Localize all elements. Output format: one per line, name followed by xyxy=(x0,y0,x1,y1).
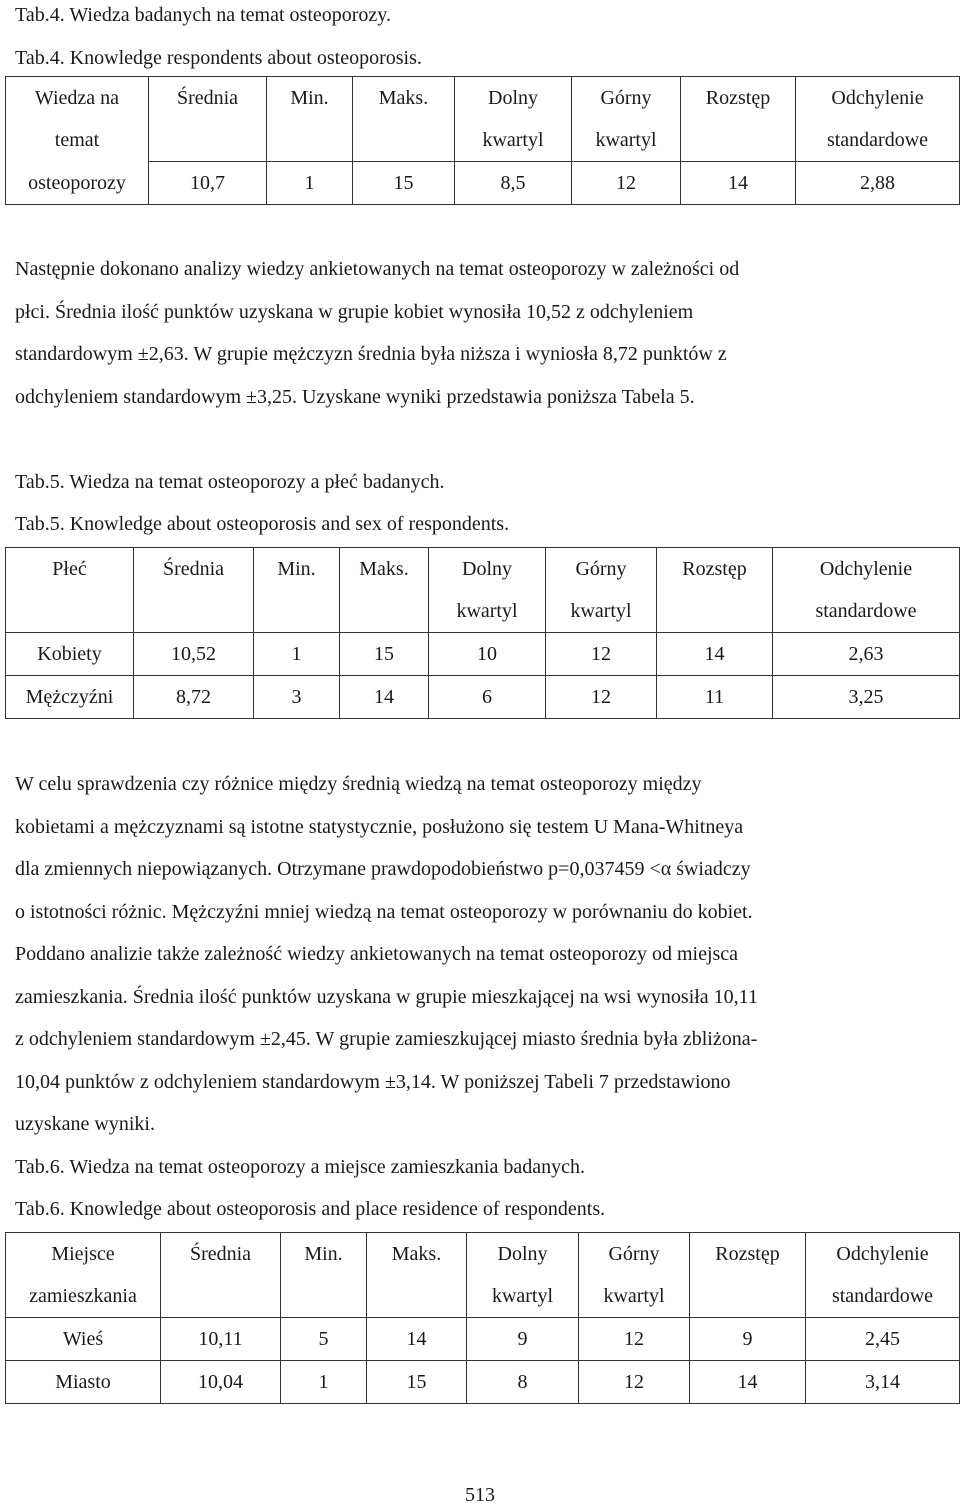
paragraph-line: uzyskane wyniki. xyxy=(15,1113,155,1135)
tab5-header-line: kwartyl xyxy=(570,600,632,622)
tab4-table xyxy=(5,76,960,205)
tab4-header-cell xyxy=(267,77,353,162)
tab5-header-line: Górny xyxy=(575,558,627,580)
tab6-header-cell xyxy=(690,1233,806,1318)
tab6-cell: 15 xyxy=(367,1361,467,1404)
tab6-header-cell xyxy=(467,1233,579,1318)
tab4-header-cell xyxy=(572,77,681,162)
paragraph-line: dla zmiennych niepowiązanych. Otrzymane prawdopodobieństwo p=0,037459 <α świadczy xyxy=(15,858,751,880)
tab5-row-kobiety xyxy=(6,633,960,676)
paragraph-2 xyxy=(15,763,947,1146)
paragraph-line: standardowym ±2,63. W grupie mężczyzn średnia była niższa i wyniosła 8,72 punktów z xyxy=(15,343,727,365)
tab4-cell: 2,88 xyxy=(796,162,960,205)
tab4-header-line: standardowe xyxy=(826,129,929,151)
paragraph-line: W celu sprawdzenia czy różnice między średnią wiedzą na temat osteoporozy między xyxy=(15,773,702,795)
tab6-header-line: Średnia xyxy=(189,1243,252,1265)
tab5-header-cell xyxy=(340,548,429,633)
tab6-cell: 1 xyxy=(281,1361,367,1404)
tab6-header-cell xyxy=(161,1233,281,1318)
tab6-header-line: kwartyl xyxy=(491,1285,554,1307)
tab4-caption-en: Tab.4. Knowledge respondents about osteoporosis. xyxy=(15,47,422,69)
tab4-cell: 1 xyxy=(267,162,353,205)
tab4-header-line: Wiedza na xyxy=(34,87,120,109)
tab4-header-line: Dolny xyxy=(488,87,538,109)
tab6-cell-label: Miasto xyxy=(6,1361,161,1404)
tab4-cell: 15 xyxy=(353,162,455,205)
tab4-header-cell xyxy=(796,77,960,162)
tab6-header-line: Odchylenie xyxy=(836,1243,929,1265)
tab5-header-cell xyxy=(546,548,657,633)
tab4-header-cell xyxy=(149,77,267,162)
tab4-header-line: Średnia xyxy=(176,87,239,109)
tab5-header-cell xyxy=(6,548,134,633)
paragraph-line: 10,04 punktów z odchyleniem standardowym ±3,14. W poniższej Tabeli 7 przedstawiono xyxy=(15,1070,731,1093)
tab4-header-line: Rozstęp xyxy=(705,87,771,109)
tab4-header-line: temat xyxy=(54,129,100,151)
tab4-cell: 10,7 xyxy=(149,162,267,205)
paragraph-line: płci. Średnia ilość punktów uzyskana w grupie kobiet wynosiła 10,52 z odchyleniem xyxy=(15,300,694,323)
tab5-header-line: Min. xyxy=(277,558,316,580)
tab6-cell: 8 xyxy=(467,1361,579,1404)
tab6-cell: 2,45 xyxy=(806,1318,960,1361)
tab4-header-line: kwartyl xyxy=(595,129,657,151)
tab5-header-line: standardowe xyxy=(815,600,917,622)
tab5-cell-label: Mężczyźni xyxy=(6,676,134,719)
tab6-caption-en: Tab.6. Knowledge about osteoporosis and place residence of respondents. xyxy=(15,1198,606,1220)
tab4-header-line: Górny xyxy=(600,87,652,109)
tab6-cell: 10,04 xyxy=(161,1361,281,1404)
tab4-cell: 8,5 xyxy=(455,162,572,205)
tab4-cell: 14 xyxy=(681,162,796,205)
tab6-cell: 12 xyxy=(579,1318,690,1361)
tab4-cell-label: osteoporozy xyxy=(6,162,149,205)
tab5-header-line: Odchylenie xyxy=(819,558,913,580)
tab6-header-line: Dolny xyxy=(497,1243,548,1265)
tab6-header-row xyxy=(6,1233,960,1318)
paragraph-line: odchyleniem standardowym ±3,25. Uzyskane wyniki przedstawia poniższa Tabela 5. xyxy=(15,385,695,408)
tab4-header-row xyxy=(6,77,960,162)
tab6-cell: 3,14 xyxy=(806,1361,960,1404)
tab6-header-cell xyxy=(579,1233,690,1318)
tab5-cell: 3 xyxy=(254,676,340,719)
tab6-cell-label: Wieś xyxy=(6,1318,161,1361)
tab5-header-cell xyxy=(254,548,340,633)
paragraph-line: o istotności różnic. Mężczyźni mniej wiedzą na temat osteoporozy w porównaniu do kobiet. xyxy=(15,900,753,923)
tab6-row-miasto xyxy=(6,1361,960,1404)
tab5-header-cell xyxy=(429,548,546,633)
paragraph-line: Poddano analizie także zależność wiedzy ankietowanych na temat osteoporozy od miejsca xyxy=(15,943,739,965)
tab5-cell: 14 xyxy=(340,676,429,719)
tab6-header-line: Maks. xyxy=(391,1243,442,1265)
tab5-cell: 15 xyxy=(340,633,429,676)
tab4-header-line: Odchylenie xyxy=(831,87,924,109)
tab4-data-row xyxy=(6,162,960,205)
paragraph-line: zamieszkania. Średnia ilość punktów uzyskana w grupie mieszkającej na wsi wynosiła 10,11 xyxy=(15,985,758,1008)
tab6-cell: 10,11 xyxy=(161,1318,281,1361)
paragraph-1 xyxy=(15,248,947,418)
tab4-header-line: kwartyl xyxy=(482,129,544,151)
tab4-header-cell xyxy=(681,77,796,162)
tab6-cell: 9 xyxy=(467,1318,579,1361)
tab5-header-line: Płeć xyxy=(52,558,87,580)
tab5-cell: 6 xyxy=(429,676,546,719)
tab6-cell: 5 xyxy=(281,1318,367,1361)
tab6-table xyxy=(5,1232,960,1404)
tab4-caption-pl: Tab.4. Wiedza badanych na temat osteoporozy. xyxy=(15,4,391,26)
tab5-header-cell xyxy=(134,548,254,633)
tab4-header-cell xyxy=(353,77,455,162)
page-number: 513 xyxy=(465,1484,495,1506)
tab5-header-line: Dolny xyxy=(462,558,512,580)
tab5-row-mezczyzni xyxy=(6,676,960,719)
paragraph-line: Następnie dokonano analizy wiedzy ankietowanych na temat osteoporozy w zależności od xyxy=(15,258,740,280)
tab4-header-line: Maks. xyxy=(378,87,429,109)
tab6-header-line: standardowe xyxy=(831,1285,934,1307)
paragraph-line: z odchyleniem standardowym ±2,45. W grupie zamieszkującej miasto średnia była zbliżona- xyxy=(15,1028,758,1050)
tab6-header-line: Rozstęp xyxy=(715,1243,780,1265)
tab6-cell: 14 xyxy=(690,1361,806,1404)
tab4-header-cell xyxy=(6,77,149,162)
tab6-cell: 14 xyxy=(367,1318,467,1361)
tab6-caption-pl: Tab.6. Wiedza na temat osteoporozy a miejsce zamieszkania badanych. xyxy=(15,1156,585,1178)
tab5-caption-en: Tab.5. Knowledge about osteoporosis and sex of respondents. xyxy=(15,513,510,535)
tab4-header-line: Min. xyxy=(290,87,329,109)
tab6-row-wies xyxy=(6,1318,960,1361)
tab5-header-line: Średnia xyxy=(162,558,225,580)
tab5-cell: 8,72 xyxy=(134,676,254,719)
tab6-header-line: Górny xyxy=(608,1243,660,1265)
tab5-cell: 11 xyxy=(657,676,773,719)
tab6-header-cell xyxy=(281,1233,367,1318)
tab5-cell: 2,63 xyxy=(773,633,960,676)
paragraph-line: kobietami a mężczyznami są istotne statystycznie, posłużono się testem U Mana-Whitneya xyxy=(15,815,744,838)
tab6-header-cell xyxy=(6,1233,161,1318)
tab5-cell: 10,52 xyxy=(134,633,254,676)
tab6-header-line: Min. xyxy=(304,1243,343,1265)
tab5-cell: 3,25 xyxy=(773,676,960,719)
tab6-header-line: Miejsce xyxy=(51,1243,115,1265)
tab5-caption-pl: Tab.5. Wiedza na temat osteoporozy a płeć badanych. xyxy=(15,471,445,493)
tab5-cell: 10 xyxy=(429,633,546,676)
tab5-header-line: Rozstęp xyxy=(682,558,747,580)
tab5-header-cell xyxy=(657,548,773,633)
tab6-header-line: kwartyl xyxy=(603,1285,665,1307)
tab6-header-cell xyxy=(367,1233,467,1318)
tab4-cell: 12 xyxy=(572,162,681,205)
tab5-cell: 12 xyxy=(546,633,657,676)
tab5-cell: 1 xyxy=(254,633,340,676)
tab5-header-row xyxy=(6,548,960,633)
tab4-header-cell xyxy=(455,77,572,162)
tab5-header-line: Maks. xyxy=(359,558,409,580)
tab5-header-cell xyxy=(773,548,960,633)
tab5-table xyxy=(5,547,960,719)
tab5-cell-label: Kobiety xyxy=(6,633,134,676)
tab6-header-line: zamieszkania xyxy=(29,1285,137,1307)
tab5-cell: 14 xyxy=(657,633,773,676)
tab5-header-line: kwartyl xyxy=(456,600,518,622)
tab6-cell: 9 xyxy=(690,1318,806,1361)
tab5-cell: 12 xyxy=(546,676,657,719)
tab6-cell: 12 xyxy=(579,1361,690,1404)
tab6-header-cell xyxy=(806,1233,960,1318)
